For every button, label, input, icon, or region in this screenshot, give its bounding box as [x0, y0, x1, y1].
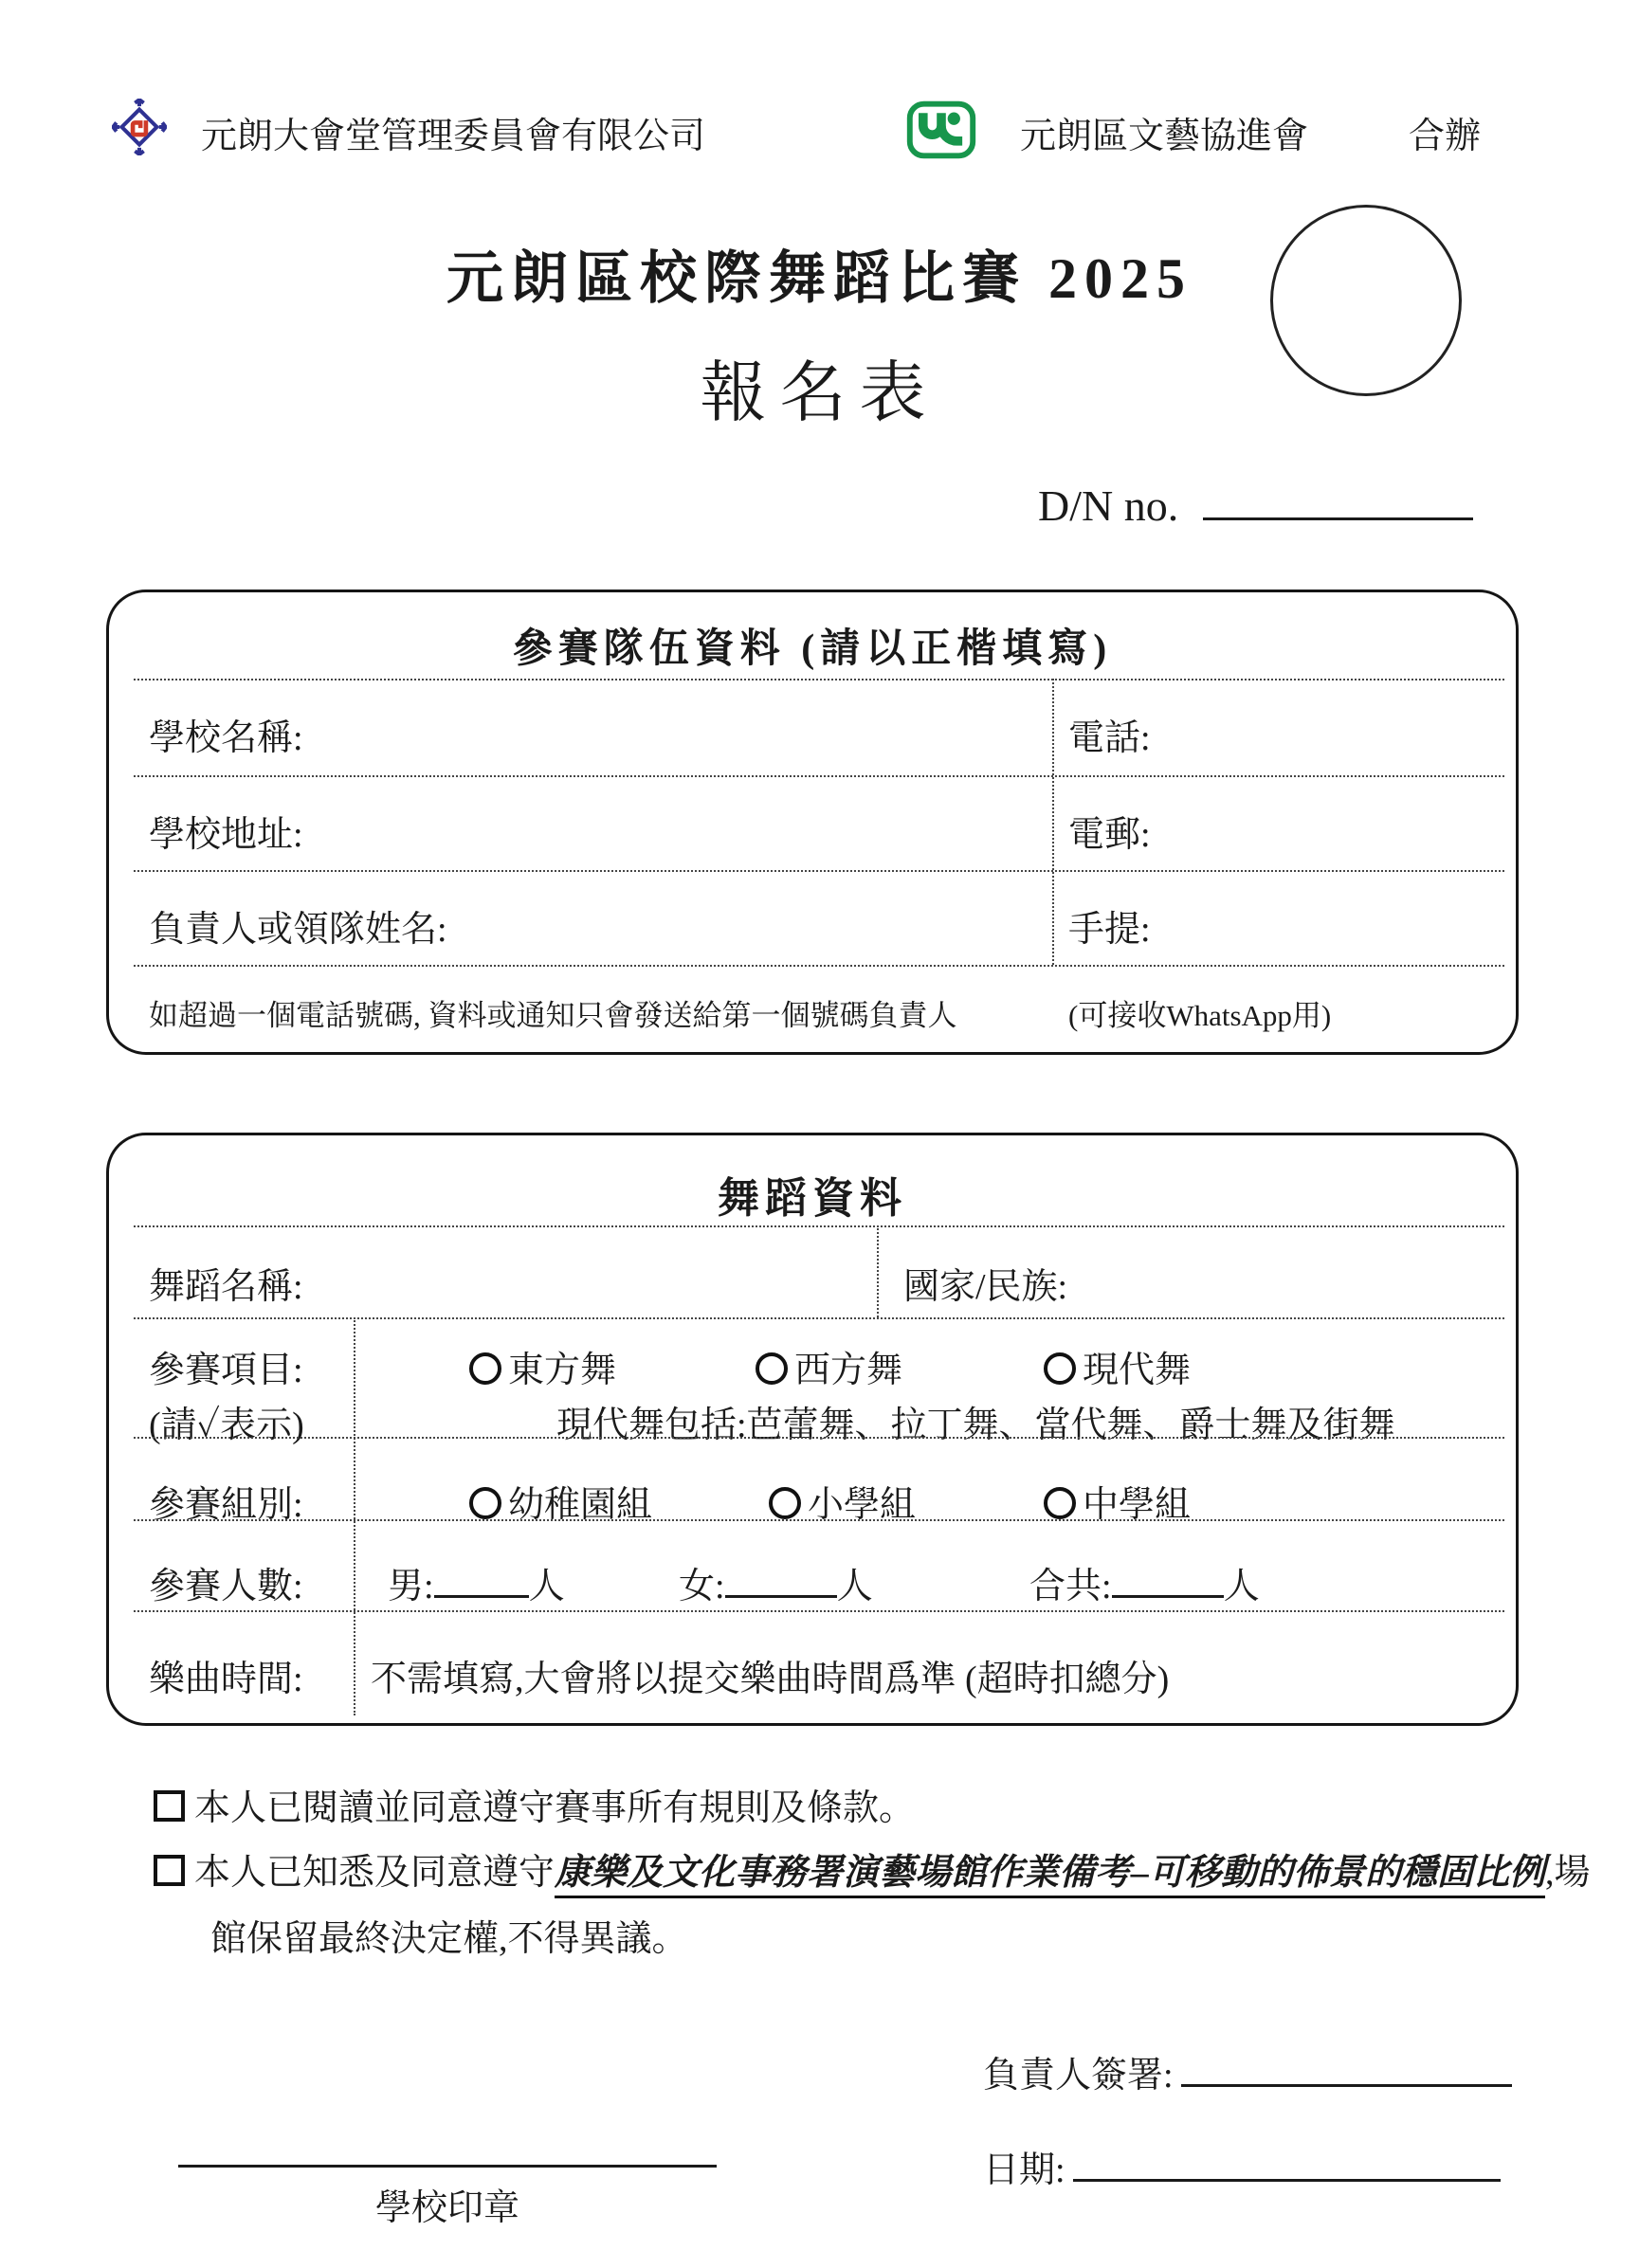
school-stamp-label: 學校印章: [374, 2188, 519, 2228]
radio-primary-icon[interactable]: [769, 1487, 801, 1519]
total-count-group: 合共: 人: [1029, 1556, 1260, 1608]
divider: [134, 1519, 1504, 1521]
female-count-field[interactable]: [725, 1563, 837, 1598]
email-label: 電郵:: [1068, 815, 1151, 855]
divider: [134, 1317, 1504, 1319]
option-modern-dance: 現代舞: [1044, 1340, 1191, 1392]
school-name-label: 學校名稱:: [149, 718, 303, 758]
divider: [134, 775, 1504, 777]
page-title: 元朗區校際舞蹈比賽 2025: [446, 247, 1193, 310]
venue-policy-emphasis: 康樂及文化事務署演藝場館作業備考–可移動的佈景的穩固比例: [555, 1853, 1545, 1898]
tick-hint: (請✓表示): [149, 1406, 304, 1445]
signature-label: 負責人簽署:: [983, 2056, 1174, 2096]
checkbox-rules-icon[interactable]: [154, 1790, 185, 1822]
org1-name: 元朗大會堂管理委員會有限公司: [201, 117, 706, 156]
school-stamp-line[interactable]: [178, 2165, 717, 2168]
phone-label: 電話:: [1068, 718, 1151, 758]
radio-modern-dance-icon[interactable]: [1044, 1352, 1076, 1385]
option-oriental-dance: 東方舞: [469, 1340, 616, 1392]
team-info-title: 參賽隊伍資料 (請以正楷填寫): [512, 627, 1113, 671]
team-info-box: [106, 590, 1519, 1055]
declaration-venue-line2: 館保留最終決定權,不得異議。: [210, 1919, 688, 1959]
radio-kindergarten-icon[interactable]: [469, 1487, 501, 1519]
option-secondary: 中學組: [1044, 1475, 1191, 1527]
column-divider: [877, 1225, 879, 1317]
phone-note: 如超過一個電話號碼, 資料或通知只會發送給第一個號碼負責人: [149, 999, 957, 1032]
music-time-label: 樂曲時間:: [149, 1660, 303, 1699]
divider: [134, 679, 1504, 680]
total-count-field[interactable]: [1112, 1563, 1224, 1598]
dn-number-label: D/N no.: [1038, 481, 1179, 530]
whatsapp-note: (可接收WhatsApp用): [1068, 999, 1332, 1032]
option-primary: 小學組: [769, 1475, 916, 1527]
modern-dance-note: 現代舞包括:芭蕾舞、拉丁舞、當代舞、爵士舞及街舞: [556, 1406, 1395, 1445]
radio-oriental-dance-icon[interactable]: [469, 1352, 501, 1385]
group-label: 參賽組別:: [149, 1485, 303, 1525]
column-divider: [1052, 679, 1054, 965]
divider: [134, 965, 1504, 967]
dn-number-field[interactable]: [1203, 476, 1473, 520]
date-row: [983, 2140, 1501, 2192]
date-label: 日期:: [983, 2150, 1065, 2190]
option-kindergarten: 幼稚園組: [469, 1475, 652, 1527]
school-address-label: 學校地址:: [149, 815, 303, 855]
divider: [134, 1225, 1504, 1227]
divider: [134, 870, 1504, 872]
label-column-divider: [354, 1317, 355, 1715]
town-hall-logo-icon: [112, 99, 167, 155]
nation-label: 國家/民族:: [903, 1267, 1068, 1307]
dance-name-label: 舞蹈名稱:: [149, 1267, 303, 1307]
page-subtitle: 報名表: [700, 357, 939, 430]
radio-western-dance-icon[interactable]: [756, 1352, 788, 1385]
leader-name-label: 負責人或領隊姓名:: [149, 910, 447, 950]
male-count-group: 男: 人: [388, 1556, 565, 1608]
radio-secondary-icon[interactable]: [1044, 1487, 1076, 1519]
org2-name: 元朗區文藝協進會: [1020, 117, 1309, 156]
dance-info-box: [106, 1133, 1519, 1726]
male-count-field[interactable]: [434, 1563, 529, 1598]
dance-info-title: 舞蹈資料: [718, 1175, 907, 1222]
divider: [134, 1610, 1504, 1612]
music-time-note: 不需填寫,大會將以提交樂曲時間爲準 (超時扣總分): [371, 1660, 1170, 1699]
arts-association-logo-icon: [906, 100, 976, 159]
mobile-label: 手提:: [1068, 910, 1151, 950]
declaration-venue: 本人已知悉及同意遵守康樂及文化事務署演藝場館作業備考–可移動的佈景的穩固比例,場: [154, 1842, 1591, 1895]
co-organize-label: 合辦: [1409, 117, 1482, 156]
date-field[interactable]: [1073, 2147, 1501, 2182]
female-count-group: 女: 人: [679, 1556, 873, 1608]
checkbox-venue-icon[interactable]: [154, 1855, 185, 1886]
declaration-rules: 本人已閱讀並同意遵守賽事所有規則及條款。: [154, 1778, 915, 1830]
dn-number-row: [1038, 476, 1473, 531]
signature-field[interactable]: [1181, 2052, 1512, 2087]
divider: [134, 1437, 1504, 1439]
participant-count-label: 參賽人數:: [149, 1567, 303, 1606]
category-label: 參賽項目:: [149, 1351, 303, 1390]
option-western-dance: 西方舞: [756, 1340, 902, 1392]
signature-row: [983, 2045, 1512, 2097]
